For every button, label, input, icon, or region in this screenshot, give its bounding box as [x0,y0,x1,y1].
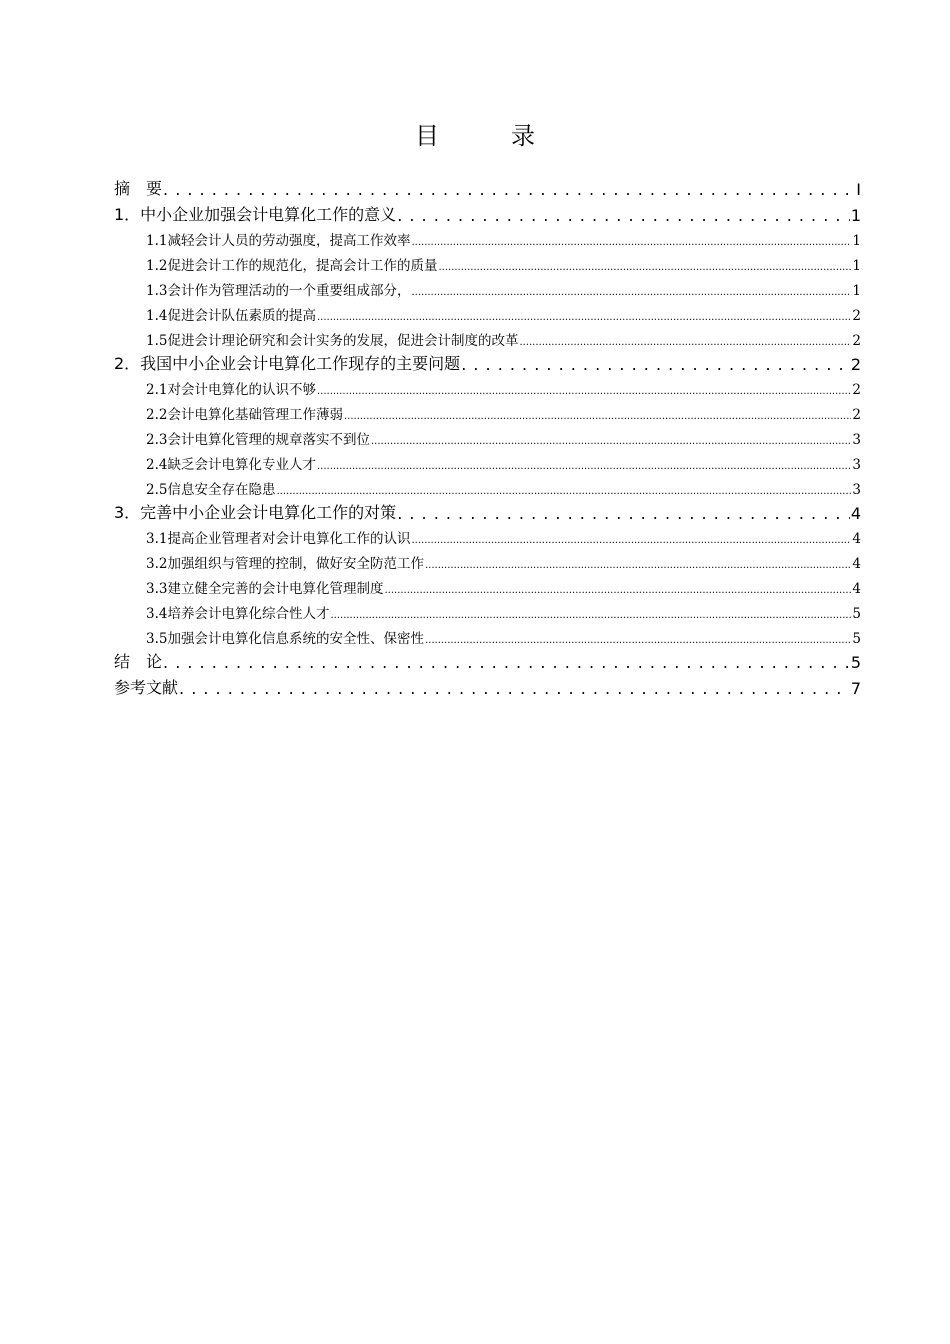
toc-leader-dots [461,355,850,374]
toc-entry-label: 结 论 [114,652,163,671]
toc-entry-page: 1 [852,258,861,274]
toc-entry[interactable] [146,478,861,498]
toc-entry[interactable] [146,552,861,572]
toc-leader-dots [397,504,850,523]
toc-entry[interactable] [146,279,861,299]
toc-entry-label: 2.2会计电算化基础管理工作薄弱 [146,407,343,423]
toc-entry-page: 2 [852,407,861,423]
toc-entry-label: 1.3会计作为管理活动的一个重要组成部分， [146,283,411,299]
toc-leader-dots [276,482,851,498]
toc-entry-label: 1．中小企业加强会计电算化工作的意义 [114,205,397,224]
toc-entry-label: 2.5信息安全存在隐患 [146,482,276,498]
toc-leader-dots [317,382,851,398]
toc-leader-dots [384,581,851,597]
toc-entry[interactable] [146,453,861,473]
toc-entry-label: 摘 要 [114,179,163,198]
toc-entry[interactable] [146,229,861,249]
toc-entry-label: 3.3建立健全完善的会计电算化管理制度 [146,581,384,597]
toc-entry-page: 3 [852,482,861,498]
toc-entry-page: 1 [852,283,861,299]
toc-entry-page: 2 [852,382,861,398]
toc-leader-dots [411,283,851,299]
toc-entry[interactable] [146,627,861,647]
toc-entry[interactable] [114,177,861,199]
toc-leader-dots [425,631,851,647]
toc-entry[interactable] [146,527,861,547]
toc-entry-page: 3 [852,432,861,448]
toc-entry-page: 1 [852,233,861,249]
toc-entry[interactable] [146,378,861,398]
toc-entry[interactable] [146,602,861,622]
toc-entry[interactable] [146,254,861,274]
toc-entry-page: 5 [850,653,861,672]
toc-leader-dots [411,531,851,547]
toc-leader-dots [163,180,855,199]
toc-entry-page: 4 [852,556,861,572]
toc-entry-page: 4 [850,504,861,523]
toc-entry-label: 1.4促进会计队伍素质的提高 [146,308,316,324]
toc-entry-label: 3.5加强会计电算化信息系统的安全性、保密性 [146,631,424,647]
toc-leader-dots [425,556,851,572]
toc-entry-page: 5 [852,606,861,622]
toc-entry-page: 2 [852,308,861,324]
toc-entry[interactable] [146,577,861,597]
toc-leader-dots [163,653,850,672]
toc-entry-page: 4 [852,581,861,597]
toc-leader-dots [179,679,850,698]
toc-entry[interactable] [146,304,861,324]
toc-entry-page: I [856,180,861,199]
toc-entry-label: 3.2加强组织与管理的控制，做好安全防范工作 [146,556,424,572]
toc-entry-page: 2 [852,333,861,349]
toc-leader-dots [397,206,850,225]
toc-entry-label: 3.1提高企业管理者对会计电算化工作的认识 [146,531,411,547]
toc-entry-label: 1.5促进会计理论研究和会计实务的发展，促进会计制度的改革 [146,333,519,349]
toc-entry-label: 1.2促进会计工作的规范化，提高会计工作的质量 [146,258,438,274]
toc-entry[interactable] [146,403,861,423]
toc-leader-dots [317,308,851,324]
toc-entry-page: 1 [850,206,861,225]
toc-entry-label: 3.4培养会计电算化综合性人才 [146,606,330,622]
toc-entry[interactable] [114,203,861,225]
toc-entry[interactable] [114,676,861,698]
toc-entry-label: 参考文献 [114,678,179,697]
toc-entry-label: 1.1减轻会计人员的劳动强度，提高工作效率 [146,233,411,249]
toc-entry-page: 7 [850,679,861,698]
toc-entry[interactable] [114,501,861,523]
toc-leader-dots [330,606,851,622]
toc-entry-page: 4 [852,531,861,547]
toc-leader-dots [411,233,851,249]
toc-leader-dots [438,258,851,274]
toc-entry-page: 3 [852,457,861,473]
toc-entry[interactable] [114,650,861,672]
toc-entry-label: 2.1对会计电算化的认识不够 [146,382,316,398]
toc-entry-page: 5 [852,631,861,647]
toc-leader-dots [344,407,851,423]
toc-leader-dots [519,333,851,349]
toc-leader-dots [317,457,851,473]
toc-entry-label: 2．我国中小企业会计电算化工作现存的主要问题 [114,354,461,373]
toc-entry-label: 2.4缺乏会计电算化专业人才 [146,457,316,473]
toc-entry[interactable] [146,428,861,448]
toc-entry-page: 2 [850,355,861,374]
toc-entry-label: 2.3会计电算化管理的规章落实不到位 [146,432,370,448]
toc-entry[interactable] [114,352,861,374]
toc-entry[interactable] [146,329,861,349]
toc-leader-dots [371,432,851,448]
page-title: 目录 [415,122,607,150]
toc-entry-label: 3．完善中小企业会计电算化工作的对策 [114,503,397,522]
